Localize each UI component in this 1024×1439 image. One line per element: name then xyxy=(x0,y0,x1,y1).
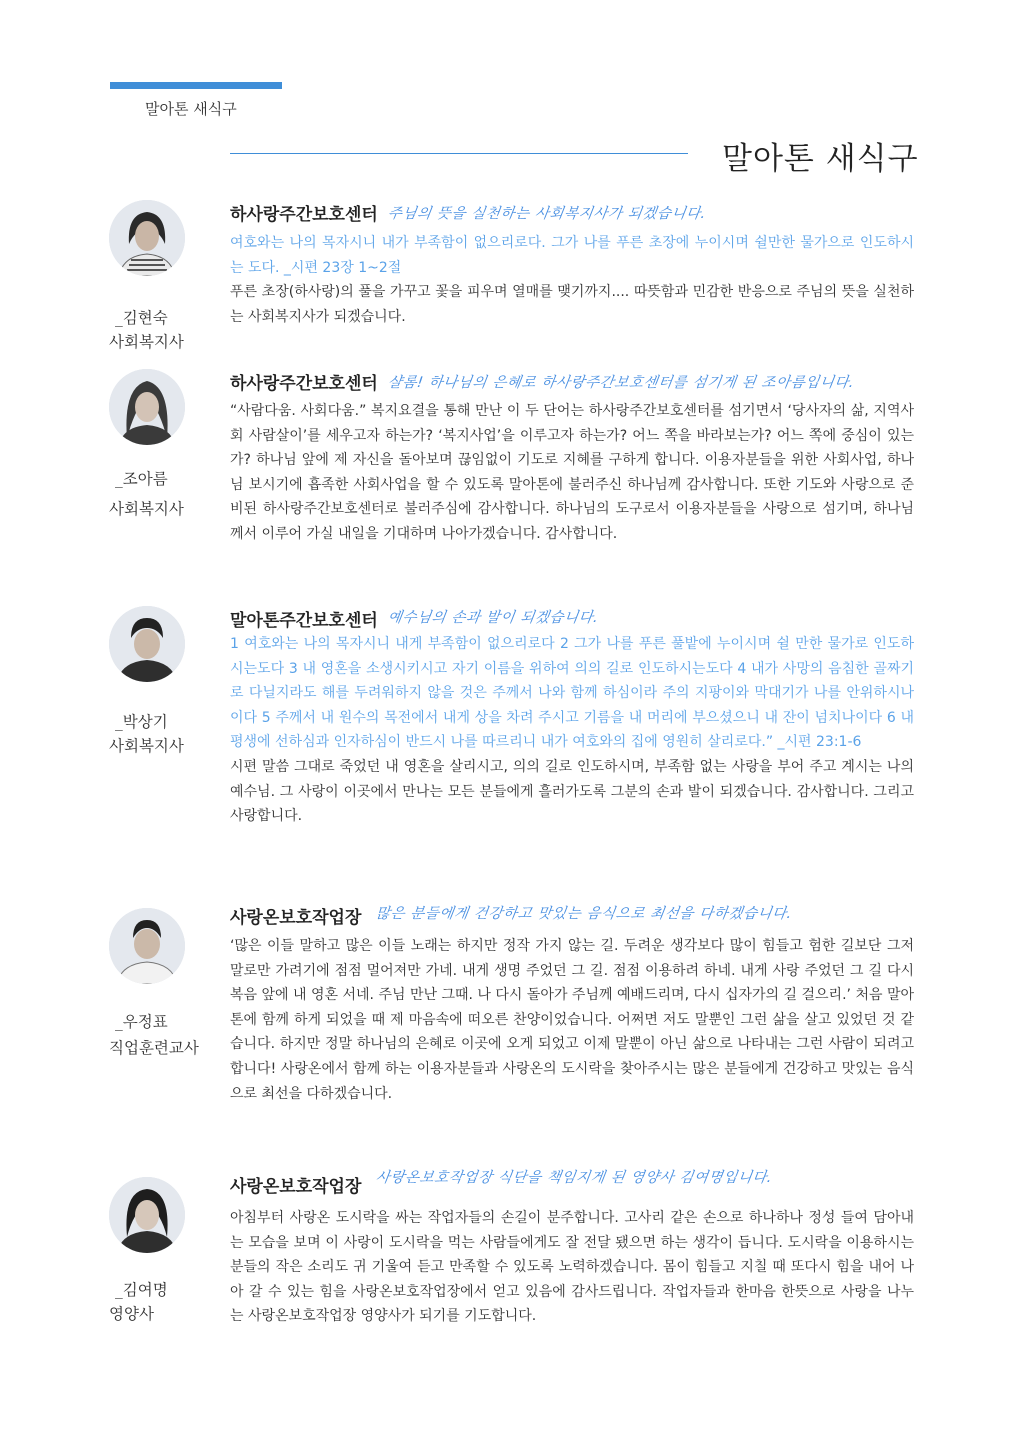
tagline: 사랑온보호작업장 식단을 책임지게 된 영양사 김여명입니다. xyxy=(374,1170,774,1186)
title-divider xyxy=(230,153,688,154)
body-text: ‘많은 이들 말하고 많은 이들 노래는 하지만 정작 가지 않는 길. 두려운 생각보다 많이 힘들고 험한 길보단 그저 말로만 가려기에 점점 멀어져만 가네. 내게 생명 주었던 그 길. 점점 이용하려 하네. 내게 사랑 주었던 그 길 다시 복음 앞에 내 영혼 서네. 주님 만난 그때. 나 다시 돌아가 주님께 예배드리며, 다시 십자가의 길 걸으리.’ 처음 말아톤에 함께 하게 되었을 때 제 마음속에 떠오른 찬양이었습니다. 어쩌면 저도 말뿐인 그런 삶을 살고 있었던 것 같습니다. 하지만 정말 하나님의 은혜로 이곳에 오게 되었고 이제 말뿐이 아닌 삶으로 나타내는 그런 사람이 되려고 합니다! 사랑온에서 함께 하는 이용자분들과 사랑온의 도시락을 찾아주시는 많은 분들에게 건강하고 맛있는 음식으로 최선을 다하겠습니다. xyxy=(230,938,914,1102)
tagline: 예수님의 손과 발이 되겠습니다. xyxy=(386,610,600,626)
person-role: 사회복지사 xyxy=(109,333,184,351)
entry-body xyxy=(230,231,914,329)
scripture-quote: 1 여호와는 나의 목자시니 내게 부족함이 없으리로다 2 그가 나를 푸른 풀밭에 누이시며 쉴 만한 물가로 인도하시는도다 3 내 영혼을 소생시키시고 자기 이름을 위하여 의의 길로 인도하시는도다 4 내가 사망의 음침한 골짜기로 다닐지라도 해를 두려워하지 않을 것은 주께서 나와 함께 하심이라 주의 지팡이와 막대기가 나를 안위하시나이다 5 주께서 내 원수의 목전에서 내게 상을 차려 주시고 기름을 내 머리에 부으셨으니 내 잔이 넘치나이다 6 내 평생에 선하심과 인자하심이 반드시 나를 따르리니 내가 여호와의 집에 영원히 살리로다.” _시편 23:1-6 xyxy=(230,636,914,751)
entry-body xyxy=(230,1206,914,1329)
organization-name: 사랑온보호작업장 xyxy=(230,908,362,928)
entry-body xyxy=(230,934,914,1106)
avatar xyxy=(109,200,185,276)
organization-name: 하사랑주간보호센터 xyxy=(230,374,378,394)
organization-name: 말아톤주간보호센터 xyxy=(230,611,378,631)
tagline: 주님의 뜻을 실천하는 사회복지사가 되겠습니다. xyxy=(386,206,708,222)
person-role: 사회복지사 xyxy=(109,500,184,518)
person-role: 사회복지사 xyxy=(109,737,184,755)
scripture-quote: 여호와는 나의 목자시니 내가 부족함이 없으리로다. 그가 나를 푸른 초장에 누이시며 쉴만한 물가으로 인도하시는 도다. _시편 23장 1~2절 xyxy=(230,235,914,276)
person-name: _우정표 xyxy=(115,1013,168,1031)
entry-body xyxy=(230,632,914,829)
person-name: _박상기 xyxy=(115,713,168,731)
person-name: _김현숙 xyxy=(115,309,168,327)
person-name: _김여명 xyxy=(115,1281,168,1299)
avatar xyxy=(109,1177,185,1253)
body-text: 아침부터 사랑온 도시락을 싸는 작업자들의 손길이 분주합니다. 고사리 같은 손으로 하나하나 정성 들여 담아내는 모습을 보며 이 사랑이 도시락을 먹는 사람들에게도 잘 전달 됐으면 하는 생각이 듭니다. 도시락을 이용하시는 분들의 작은 소리도 귀 기울여 듣고 만족할 수 있도록 노력하겠습니다. 몸이 힘들고 지칠 때 또다시 힘을 내어 나아 갈 수 있는 힘을 사랑온보호작업장에서 얻고 있음에 감사드립니다. 작업자들과 한마음 한뜻으로 사랑을 나누는 사랑온보호작업장 영양사가 되기를 기도합니다. xyxy=(230,1210,914,1325)
tagline: 샬롬! 하나님의 은혜로 하사랑주간보호센터를 섬기게 된 조아름입니다. xyxy=(386,375,856,391)
body-text: 푸른 초장(하사랑)의 풀을 가꾸고 꽃을 피우며 열매를 맺기까지.... 따뜻함과 민감한 반응으로 주님의 뜻을 실천하는 사회복지사가 되겠습니다. xyxy=(230,284,914,325)
organization-name: 하사랑주간보호센터 xyxy=(230,205,378,225)
organization-name: 사랑온보호작업장 xyxy=(230,1177,362,1197)
person-role: 직업훈련교사 xyxy=(109,1039,199,1057)
avatar xyxy=(109,369,185,445)
entry-body xyxy=(230,399,914,547)
person-name: _조아름 xyxy=(115,470,168,488)
page-title: 말아톤 새식구 xyxy=(722,141,919,177)
section-label: 말아톤 새식구 xyxy=(145,100,237,118)
body-text: “사람다움. 사회다움.” 복지요결을 통해 만난 이 두 단어는 하사랑주간보호센터를 섬기면서 ‘당사자의 삶, 지역사회 사람살이’를 세우고자 하는가? ‘복지사업’을 이루고자 하는가? 어느 쪽을 바라보는가? 어느 쪽에 중심이 있는가? 하나님 앞에 제 자신을 돌아보며 끊임없이 기도로 지혜를 구하게 합니다. 이용자분들을 위한 사회사업, 하나님 보시기에 흡족한 사회사업을 할 수 있도록 말아톤에 불러주신 하나님께 감사합니다. 또한 기도와 사랑으로 준비된 하사랑주간보호센터로 불러주심에 감사합니다. 하나님의 도구로서 이용자분들을 사랑으로 섬기며, 하나님께서 이루어 가실 내일을 기대하며 나아가겠습니다. 감사합니다. xyxy=(230,403,914,542)
body-text: 시편 말씀 그대로 죽었던 내 영혼을 살리시고, 의의 길로 인도하시며, 부족함 없는 사랑을 부어 주고 계시는 나의 예수님. 그 사랑이 이곳에서 만나는 모든 분들에게 흘러가도록 그분의 손과 발이 되겠습니다. 감사합니다. 그리고 사랑합니다. xyxy=(230,758,914,825)
tagline: 많은 분들에게 건강하고 맛있는 음식으로 최선을 다하겠습니다. xyxy=(374,906,794,922)
person-role: 영양사 xyxy=(109,1305,154,1323)
avatar xyxy=(109,908,185,984)
header-accent-bar xyxy=(110,82,282,89)
avatar xyxy=(109,606,185,682)
